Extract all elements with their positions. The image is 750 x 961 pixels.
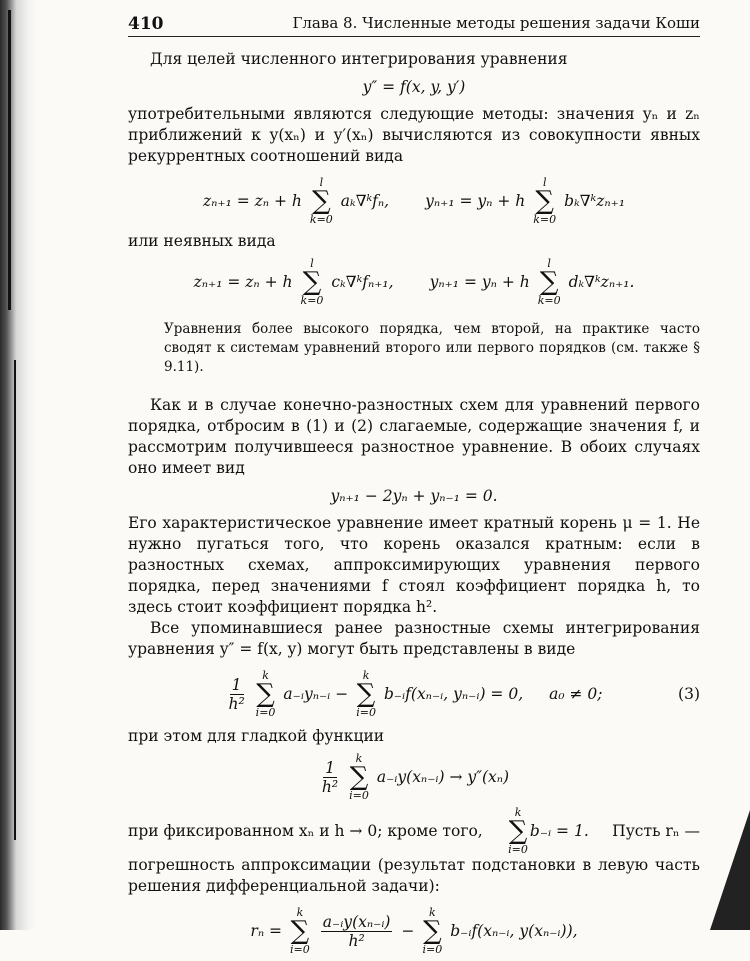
- equation-explicit: [128, 177, 700, 225]
- paragraph-difference: Как и в случае конечно-разностных схем для уравнений первого порядка, отбросим в (1) и (2) слагаемые, содержащие значения f, и рассмотрим получившееся разностное уравнение. В обоих случаях оно имеет вид: [128, 396, 700, 477]
- fraction-denominator: h²: [321, 777, 339, 796]
- sum-symbol: k ∑ i=0: [422, 906, 443, 956]
- equation-3: [128, 670, 700, 718]
- sum-upper: l: [542, 176, 547, 189]
- paragraph-residual: погрешность аппроксимации (результат подстановки в левую часть решения дифференциальной задачи):: [128, 856, 700, 895]
- sum-upper: l: [547, 257, 551, 270]
- sum-lower: k=0: [537, 294, 561, 307]
- sum-symbol: k ∑ i=0: [255, 669, 276, 719]
- sum-symbol: l ∑ k=0: [300, 257, 324, 307]
- p8-after: Пусть rₙ —: [612, 821, 700, 840]
- paragraph-schemes: Все упоминавшиеся ранее разностные схемы интегрирования уравнения y″ = f(x, y) могут быть представлены в виде: [128, 619, 700, 658]
- sum-upper: k: [262, 669, 269, 682]
- book-page: [128, 8, 700, 961]
- sum-lower: i=0: [255, 706, 276, 719]
- equation-rn: [128, 907, 700, 955]
- sum-symbol: l ∑ k=0: [533, 176, 557, 226]
- small-print-note: Уравнения более высокого порядка, чем второй, на практике часто сводят к системам уравнений второго или первого порядков (см. также § 9.11).: [164, 321, 700, 375]
- p8-before: при фиксированном xₙ и h → 0; кроме того,: [128, 821, 483, 840]
- eq-implicit-z-body: cₖ∇ᵏfₙ₊₁,: [331, 273, 394, 291]
- sum-lower: i=0: [422, 943, 443, 956]
- sum-upper: k: [355, 752, 363, 765]
- eq3-condition: a₀ ≠ 0;: [549, 685, 603, 703]
- scan-binding-shadow: [0, 0, 36, 930]
- eq-implicit-y-body: dₖ∇ᵏzₙ₊₁.: [568, 273, 635, 291]
- paragraph-methods: употребительными являются следующие методы: значения yₙ и zₙ приближений к y(xₙ) и y′(xₙ) вычисляются из совокупности явных рекуррентных соотношений вида: [128, 105, 700, 165]
- scan-streak: [8, 10, 11, 310]
- sum-upper: k: [362, 669, 370, 682]
- sum-lower: i=0: [356, 706, 376, 719]
- sum-lower: k=0: [309, 213, 333, 226]
- fraction-denominator: h²: [228, 694, 245, 713]
- paragraph-characteristic: Его характеристическое уравнение имеет кратный корень μ = 1. Не нужно пугаться того, что корень оказался кратным: если в разностных схемах, аппроксимирующих уравнения первого порядка, перед значениями f стоял коэффициент порядка h, то здесь стоит коэффициент порядка h².: [128, 514, 700, 616]
- paragraph-implicit: или неявных вида: [128, 232, 276, 250]
- fraction-numerator: a₋ᵢy(xₙ₋ᵢ): [322, 912, 391, 931]
- eq-explicit-z-lhs: zₙ₊₁ = zₙ + h: [202, 192, 302, 210]
- equation-implicit: [128, 258, 700, 306]
- sum-lower: i=0: [290, 943, 310, 956]
- eq3-term-b: b₋ᵢf(xₙ₋ᵢ, yₙ₋ᵢ) = 0,: [383, 685, 524, 703]
- sum-upper: k: [296, 906, 304, 919]
- eq-explicit-y-lhs: yₙ₊₁ = yₙ + h: [425, 192, 526, 210]
- sum-lower: k=0: [533, 213, 557, 226]
- paragraph-smooth: при этом для гладкой функции: [128, 727, 385, 745]
- page-number: 410: [128, 14, 164, 34]
- page-corner-shadow: [710, 810, 750, 930]
- fraction-denominator: h²: [348, 931, 365, 950]
- equation-difference: yₙ₊₁ − 2yₙ + yₙ₋₁ = 0.: [330, 487, 498, 505]
- eq-explicit-z-body: aₖ∇ᵏfₙ,: [340, 192, 390, 210]
- eq-rn-body: b₋ᵢf(xₙ₋ᵢ, y(xₙ₋ᵢ)),: [450, 922, 578, 940]
- sum-upper: l: [310, 257, 314, 270]
- sum-symbol: k ∑ i=0: [356, 669, 376, 719]
- equation-limit: [128, 753, 700, 801]
- page-header: [128, 8, 700, 37]
- eq-rn-minus: −: [401, 922, 415, 940]
- sum-lower: i=0: [349, 789, 369, 802]
- fraction: [228, 676, 244, 713]
- equation-number: (3): [678, 685, 700, 703]
- sum-symbol: l ∑ k=0: [309, 176, 333, 226]
- sum-symbol: k ∑ i=0: [508, 806, 528, 856]
- sum-symbol: k ∑ i=0: [349, 752, 369, 802]
- sum-lower: k=0: [300, 294, 324, 307]
- eq-explicit-y-body: bₖ∇ᵏzₙ₊₁: [564, 192, 626, 210]
- paragraph-intro: Для целей численного интегрирования уравнения: [150, 50, 568, 68]
- p8-sum-body: b₋ᵢ = 1.: [529, 821, 589, 840]
- eq3-term-a: a₋ᵢyₙ₋ᵢ −: [283, 685, 349, 703]
- sum-upper: k: [429, 906, 436, 919]
- sum-upper: l: [319, 176, 324, 189]
- scan-streak: [14, 360, 16, 840]
- equation-ode: y″ = f(x, y, y′): [362, 78, 466, 96]
- sum-lower: i=0: [508, 843, 528, 856]
- fraction: [322, 759, 338, 796]
- sum-symbol: k ∑ i=0: [290, 906, 310, 956]
- eq-implicit-y-lhs: yₙ₊₁ = yₙ + h: [429, 273, 530, 291]
- running-title: Глава 8. Численные методы решения задачи Коши: [292, 14, 700, 32]
- sum-symbol: l ∑ k=0: [537, 257, 561, 307]
- paragraph-fixed: [128, 807, 700, 855]
- eq-implicit-z-lhs: zₙ₊₁ = zₙ + h: [193, 273, 293, 291]
- fraction-numerator: 1: [325, 758, 335, 777]
- eq-limit-body: a₋ᵢy(xₙ₋ᵢ) → y″(xₙ): [376, 768, 510, 786]
- eq-rn-lhs: rₙ =: [250, 922, 283, 940]
- sum-upper: k: [514, 806, 522, 819]
- fraction: [321, 913, 393, 950]
- fraction-numerator: 1: [231, 675, 242, 694]
